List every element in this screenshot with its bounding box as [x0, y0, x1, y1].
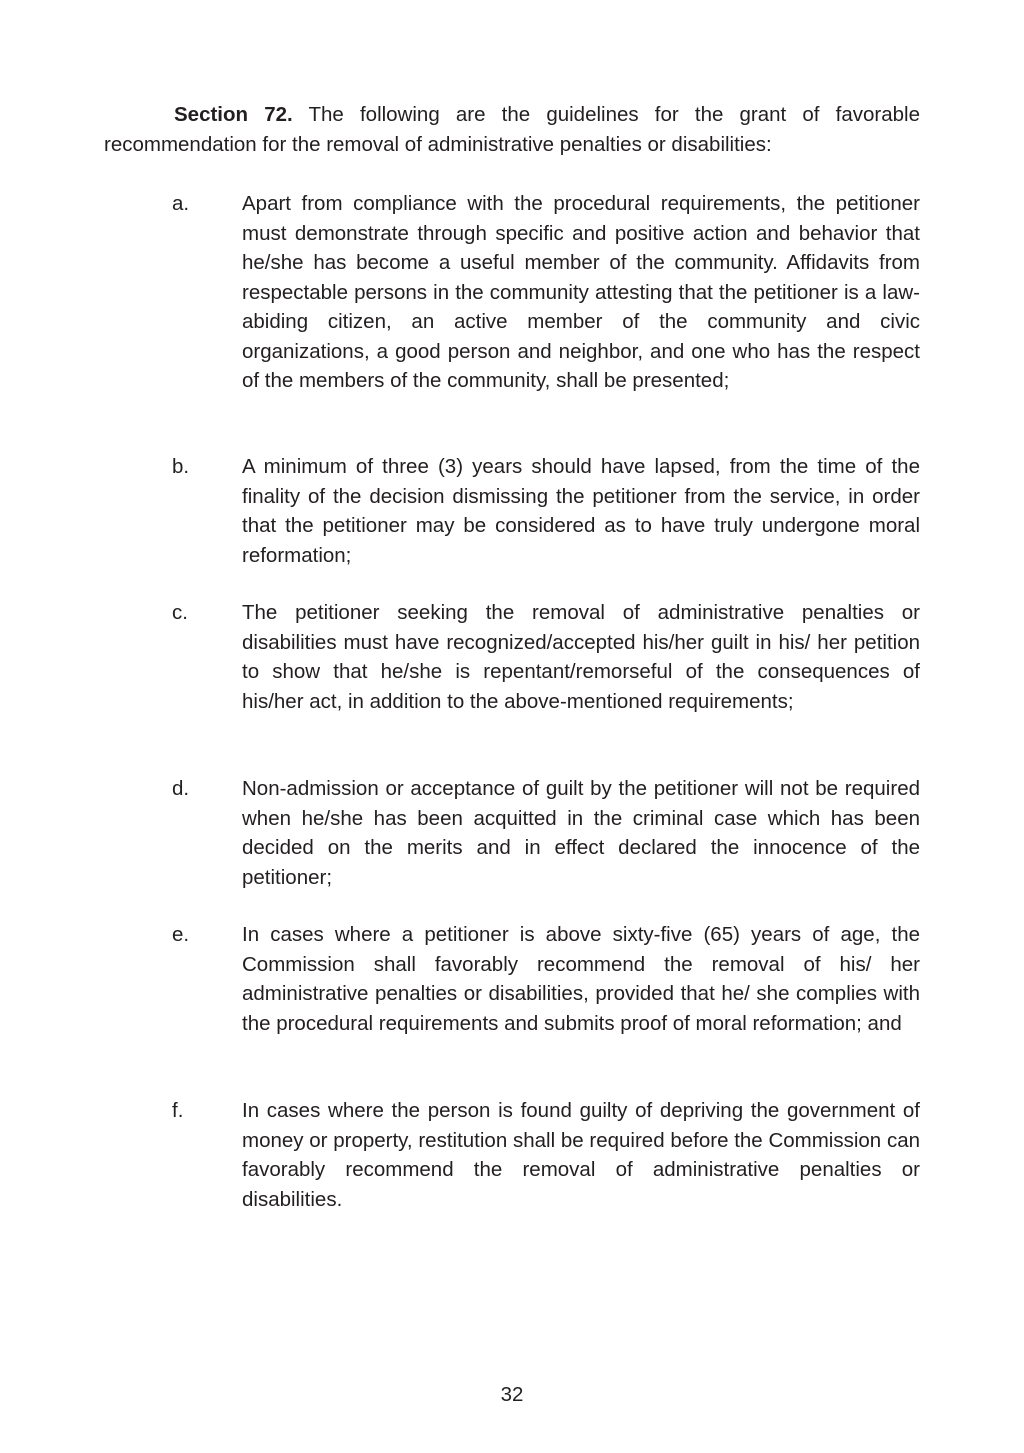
- section-heading: Section 72.: [174, 103, 293, 126]
- list-item-letter: c.: [172, 601, 188, 624]
- list-item-text: In cases where the person is found guilty of depriving the government of money or property, restitution shall be required before the Commission can favorably recommend the removal of administrative penalties or disabilities.: [242, 1099, 920, 1211]
- list-item-text: Non-admission or acceptance of guilt by the petitioner will not be required when he/she has been acquitted in the criminal case which has been decided on the merits and in effect declared the innocence of the petitioner;: [242, 777, 920, 889]
- list-item-text: The petitioner seeking the removal of administrative penalties or disabilities must have recognized/accepted his/her guilt in his/ her petition to show that he/she is repentant/remorseful of the consequences of his/her act, in addition to the above-mentioned requirements;: [242, 601, 920, 713]
- list-item-letter: b.: [172, 455, 190, 478]
- list-item-text: A minimum of three (3) years should have lapsed, from the time of the finality of the decision dismissing the petitioner from the service, in order that the petitioner may be considered as to have truly undergone moral reformation;: [242, 455, 920, 567]
- list-item-text: In cases where a petitioner is above sixty-five (65) years of age, the Commission shall favorably recommend the removal of his/ her administrative penalties or disabilities, provided that he/ she complies with the procedural requirements and submits proof of moral reformation; and: [242, 923, 920, 1035]
- section-intro: [104, 100, 920, 159]
- page-number: 32: [500, 1383, 524, 1406]
- list-item-letter: d.: [172, 777, 190, 800]
- section-intro-text: The following are the guidelines for the grant of favorable recommendation for the removal of administrative penalties or disabilities:: [104, 103, 920, 156]
- list-item-text: Apart from compliance with the procedural requirements, the petitioner must demonstrate through specific and positive action and behavior that he/she has become a useful member of the community. Affidavits from respectable persons in the community attesting that the petitioner is a law-abiding citizen, an active member of the community and civic organizations, a good person and neighbor, and one who has the respect of the members of the community, shall be presented;: [242, 192, 920, 392]
- list-item-letter: f.: [172, 1099, 184, 1122]
- list-item-letter: a.: [172, 192, 190, 215]
- list-item-letter: e.: [172, 923, 190, 946]
